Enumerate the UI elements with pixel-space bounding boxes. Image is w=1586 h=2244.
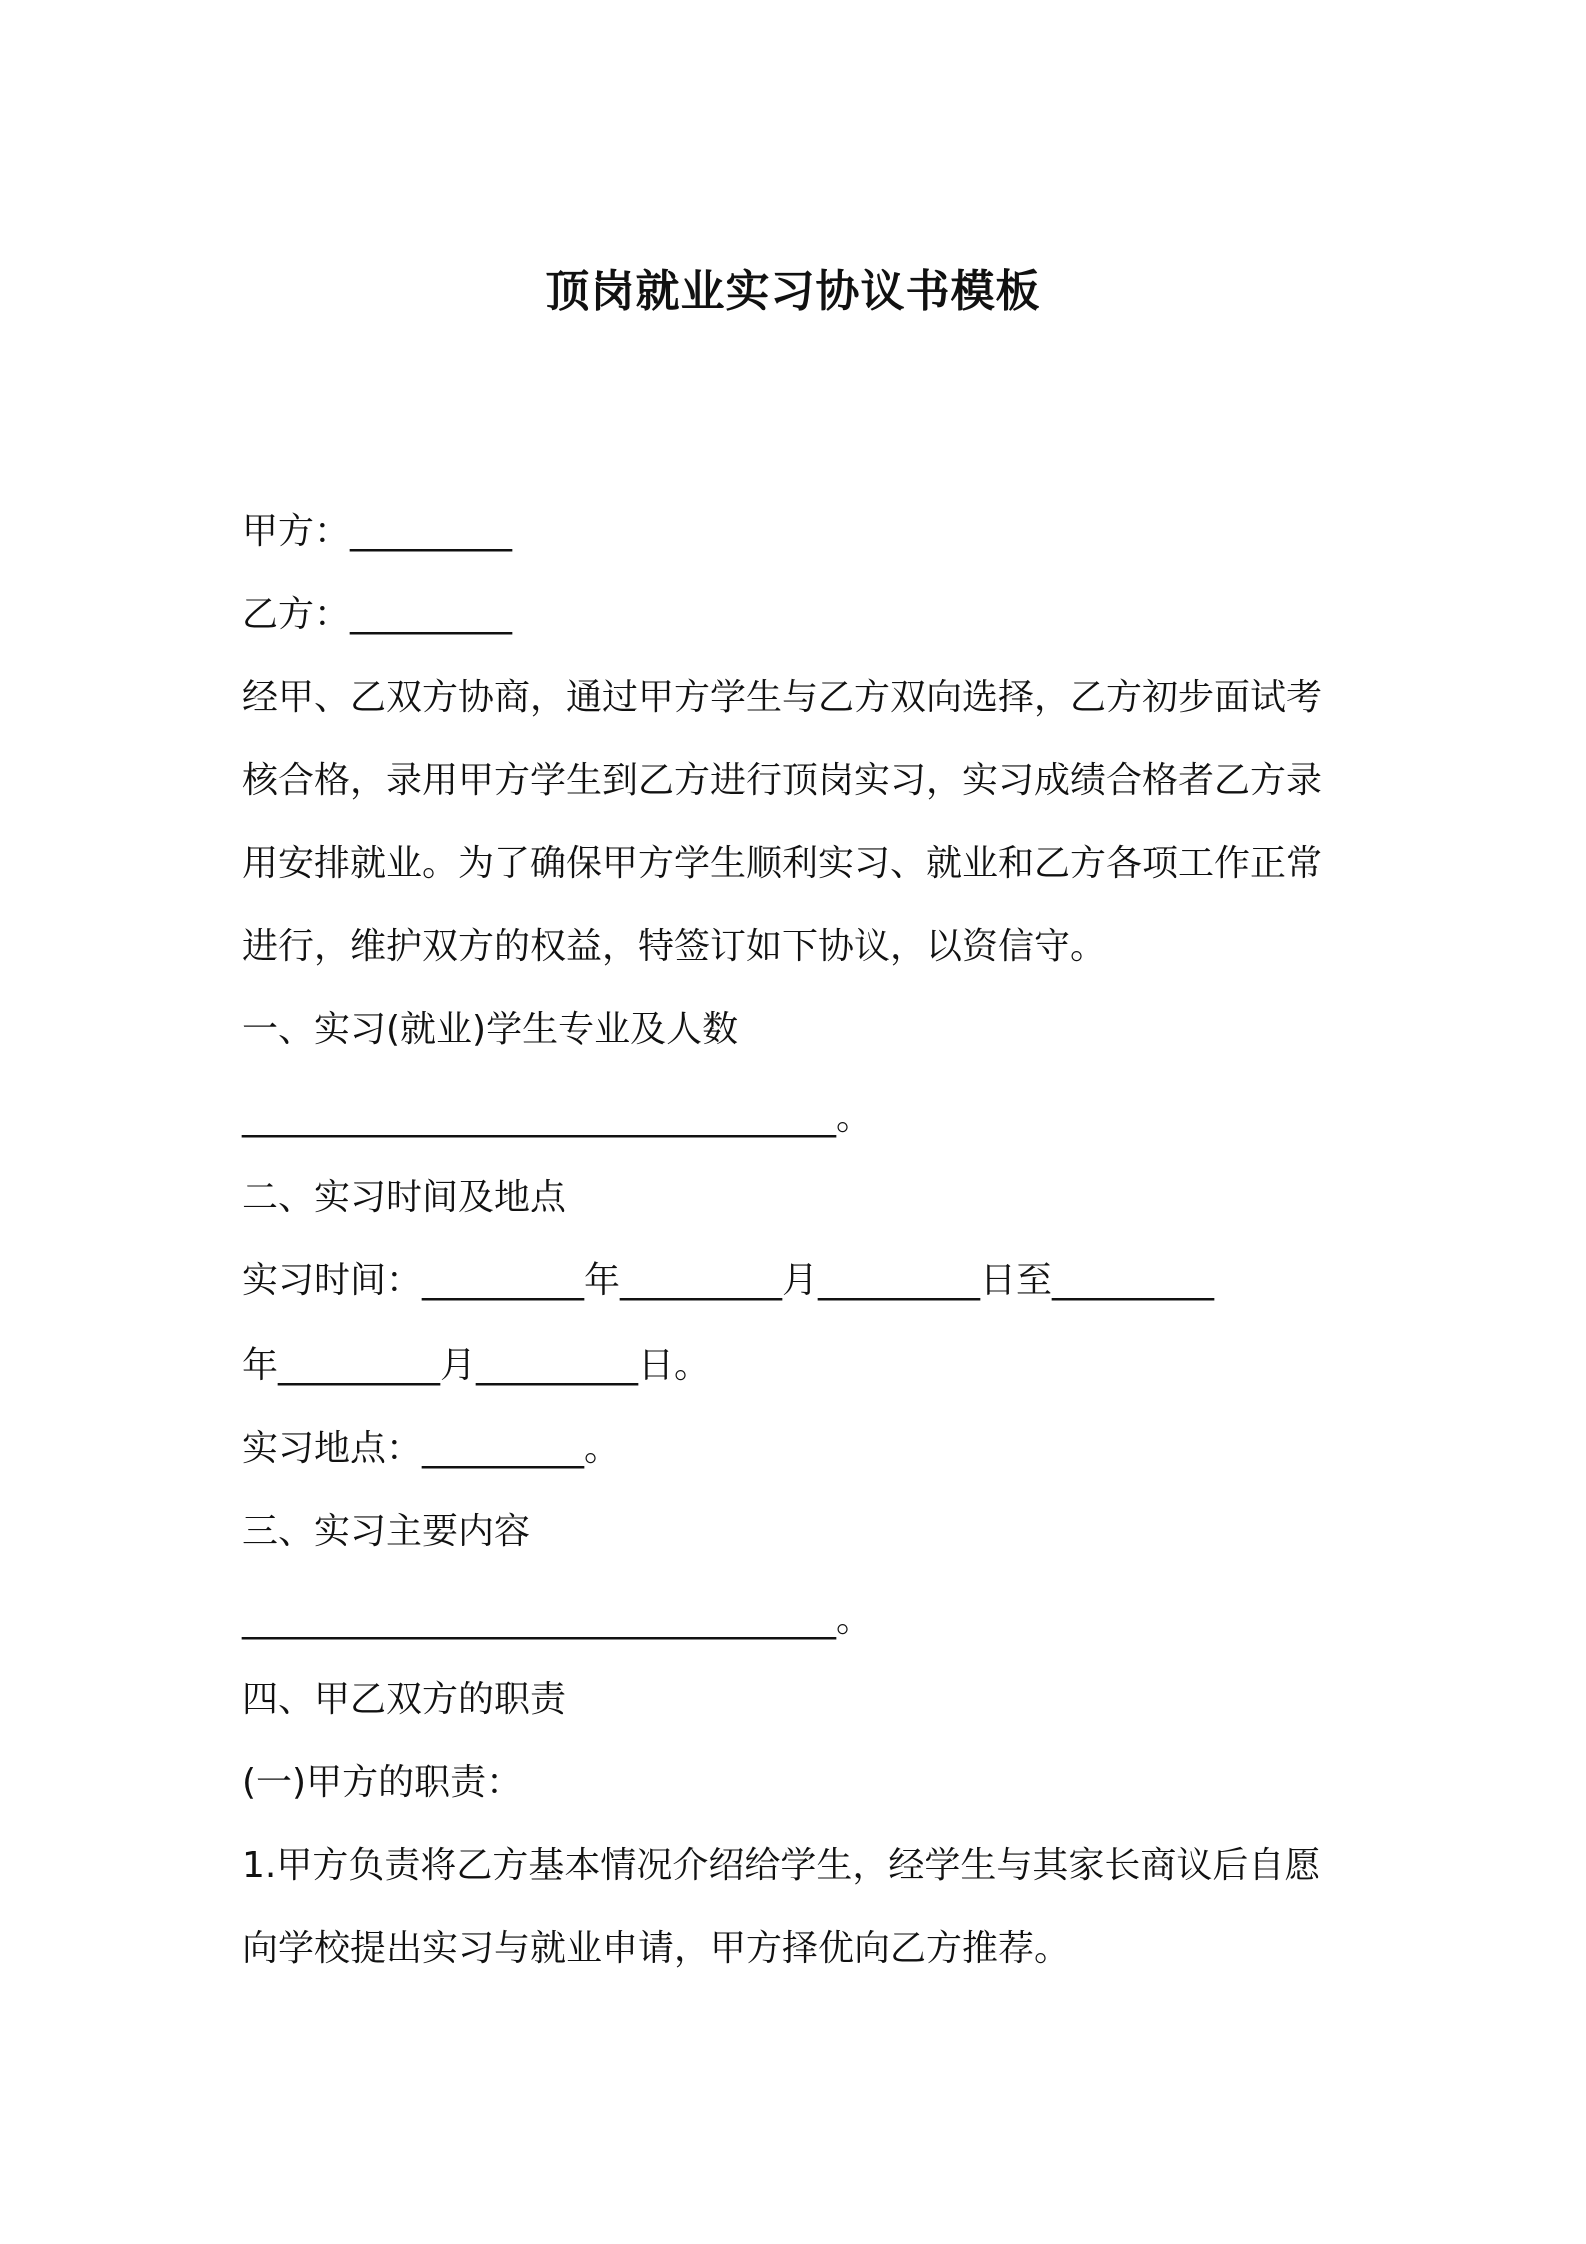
preamble-line-3: 用安排就业。为了确保甲方学生顺利实习、就业和乙方各项工作正常	[242, 843, 1323, 884]
duty-1-line-2: 向学校提出实习与就业申请，甲方择优向乙方推荐。	[242, 1928, 1071, 1969]
section-3-heading: 三、实习主要内容	[242, 1511, 531, 1552]
party-a-duties-heading: (一)甲方的职责：	[242, 1762, 523, 1803]
party-b-line: 乙方：_________	[242, 594, 513, 635]
section-1-blank: _________________________________。	[242, 1097, 872, 1138]
preamble-line-4: 进行，维护双方的权益，特签订如下协议，以资信守。	[242, 926, 1107, 967]
party-a-line: 甲方：_________	[242, 511, 513, 552]
section-3-blank: _________________________________。	[242, 1599, 872, 1640]
section-4-heading: 四、甲乙双方的职责	[242, 1679, 567, 1720]
internship-time-line-1: 实习时间：_________年_________月_________日至_________	[242, 1260, 1215, 1301]
duty-1-line-1: 1.甲方负责将乙方基本情况介绍给学生，经学生与其家长商议后自愿	[242, 1845, 1321, 1886]
document-title: 顶岗就业实习协议书模板	[545, 266, 1041, 317]
section-1-heading: 一、实习(就业)学生专业及人数	[242, 1009, 739, 1050]
section-2-heading: 二、实习时间及地点	[242, 1177, 567, 1218]
internship-time-line-2: 年_________月_________日。	[242, 1345, 711, 1386]
preamble-line-1: 经甲、乙双方协商，通过甲方学生与乙方双向选择，乙方初步面试考	[242, 677, 1323, 718]
preamble-line-2: 核合格，录用甲方学生到乙方进行顶岗实习，实习成绩合格者乙方录	[242, 760, 1323, 801]
internship-location-line: 实习地点：_________。	[242, 1428, 621, 1469]
